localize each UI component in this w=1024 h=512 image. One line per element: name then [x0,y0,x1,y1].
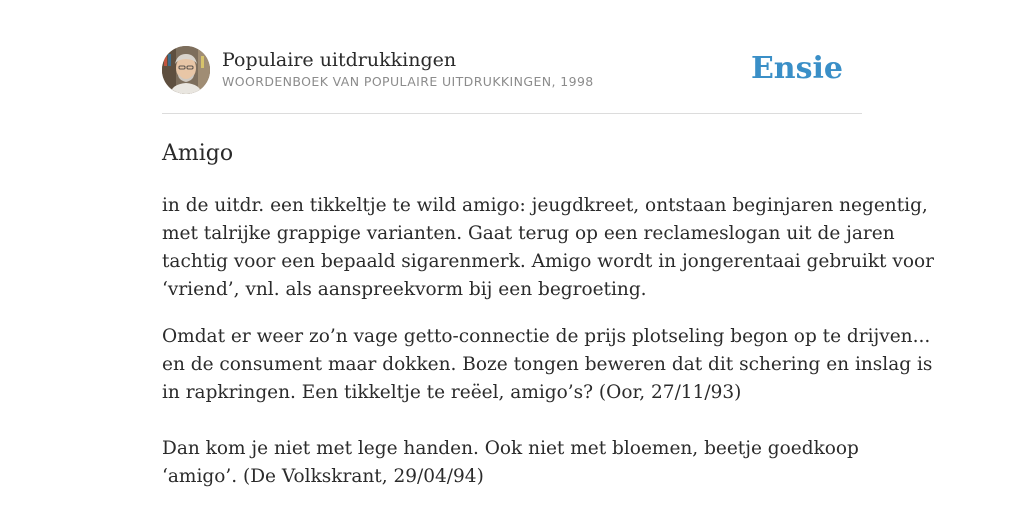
paragraph-line: Dan kom je niet met lege handen. Ook niet met bloemen, beetje goedkoop [162,438,859,459]
paragraph-line: en de consument maar dokken. Boze tongen beweren dat dit schering en inslag is [162,354,933,375]
paragraph-line: in de uitdr. een tikkeltje te wild amigo: jeugdkreet, ontstaan beginjaren negentig, [162,195,928,216]
source-subtitle: WOORDENBOEK VAN POPULAIRE UITDRUKKINGEN, 1998 [222,74,594,89]
entry-quote-paragraph [162,323,933,407]
entry-quote-paragraph [162,435,862,491]
entry-definition-paragraph [162,192,934,304]
source-title[interactable]: Populaire uitdrukkingen [222,49,457,71]
paragraph-line: met talrijke grappige varianten. Gaat terug op een reclameslogan uit de jaren [162,223,895,244]
source-info [222,48,594,90]
entry-card [162,46,934,491]
author-avatar[interactable] [162,46,210,94]
paragraph-line: tachtig voor een bepaald sigarenmerk. Amigo wordt in jongerentaai gebruikt voor [162,251,934,272]
paragraph-line: ‘amigo’. (De Volkskrant, 29/04/94) [162,466,484,487]
ensie-logo-link[interactable]: Ensie [750,51,843,86]
entry-header [162,46,862,114]
paragraph-line: Omdat er weer zo’n vage getto-connectie de prijs plotseling begon op te drijven... [162,326,931,347]
paragraph-line: ‘vriend’, vnl. als aanspreekvorm bij een begroeting. [162,279,647,300]
paragraph-line: in rapkringen. Een tikkeltje te reëel, amigo’s? (Oor, 27/11/93) [162,382,742,403]
entry-title: Amigo [162,141,234,166]
avatar-portrait-icon [162,46,210,94]
